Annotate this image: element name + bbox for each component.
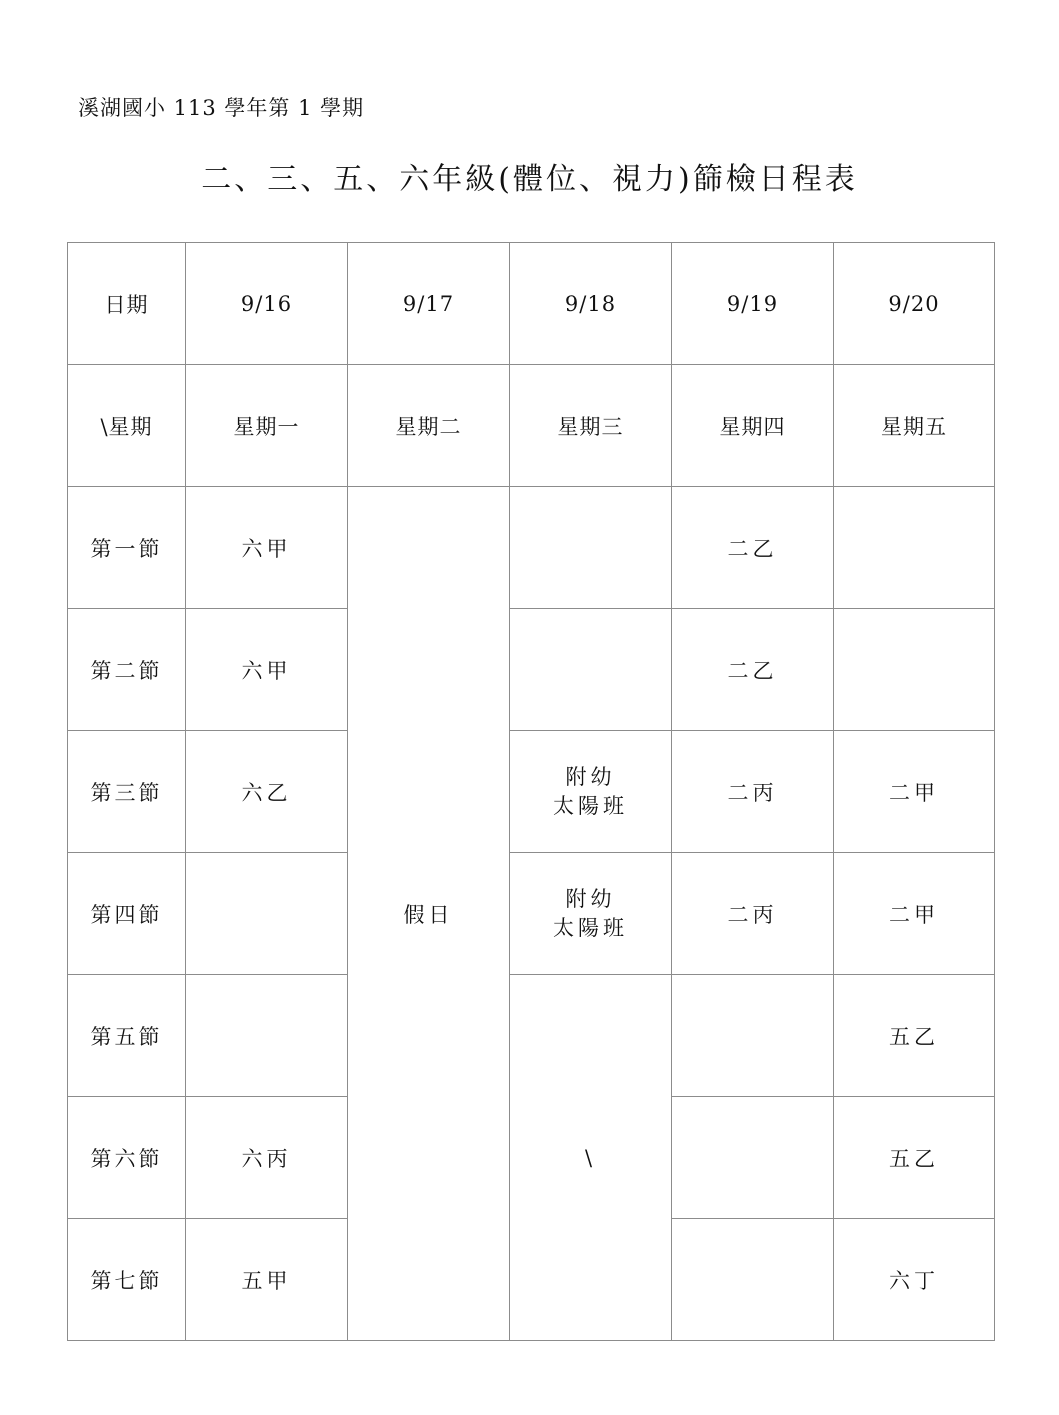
schedule-cell [834, 487, 995, 609]
period-label: 第六節 [68, 1097, 186, 1219]
schedule-cell: 二丙 [672, 731, 834, 853]
date-header: 9/16 [186, 243, 348, 365]
schedule-cell: 二乙 [672, 609, 834, 731]
schedule-cell: 六甲 [186, 609, 348, 731]
schedule-cell: 二甲 [834, 731, 995, 853]
schedule-cell [510, 731, 672, 853]
period-label: 第五節 [68, 975, 186, 1097]
weekday-header: 星期五 [834, 365, 995, 487]
schedule-cell: 六丁 [834, 1219, 995, 1341]
schedule-cell: 五甲 [186, 1219, 348, 1341]
cell-line: 太陽班 [553, 915, 628, 940]
schedule-cell: 二丙 [672, 853, 834, 975]
corner-date-label: 日期 [68, 243, 186, 365]
date-header: 9/19 [672, 243, 834, 365]
period-label: 第一節 [68, 487, 186, 609]
cell-line: 附幼 [565, 886, 616, 911]
schedule-cell: 二甲 [834, 853, 995, 975]
corner-weekday-label: \星期 [68, 365, 186, 487]
date-row [68, 243, 995, 365]
schedule-cell [510, 853, 672, 975]
period-row [68, 487, 995, 609]
schedule-cell-merged: \ [510, 975, 672, 1341]
date-header: 9/17 [348, 243, 510, 365]
schedule-cell [672, 1219, 834, 1341]
weekday-row [68, 365, 995, 487]
date-header: 9/20 [834, 243, 995, 365]
period-label: 第三節 [68, 731, 186, 853]
page-title: 二、三、五、六年級(體位、視力)篩檢日程表 [201, 162, 858, 197]
weekday-header: 星期一 [186, 365, 348, 487]
cell-line: 附幼 [565, 764, 616, 789]
weekday-header: 星期三 [510, 365, 672, 487]
schedule-cell: 六乙 [186, 731, 348, 853]
period-row [68, 731, 995, 853]
school-term: 溪湖國小 113 學年第 1 學期 [78, 96, 365, 120]
period-row [68, 975, 995, 1097]
period-row [68, 853, 995, 975]
weekday-header: 星期二 [348, 365, 510, 487]
schedule-cell [510, 487, 672, 609]
schedule-cell [672, 1097, 834, 1219]
schedule-cell: 六甲 [186, 487, 348, 609]
schedule-cell [186, 853, 348, 975]
period-label: 第七節 [68, 1219, 186, 1341]
schedule-cell [834, 609, 995, 731]
schedule-cell [510, 609, 672, 731]
period-label: 第四節 [68, 853, 186, 975]
schedule-cell: 六丙 [186, 1097, 348, 1219]
schedule-cell: 五乙 [834, 975, 995, 1097]
schedule-cell [672, 975, 834, 1097]
holiday-cell: 假日 [348, 487, 510, 1341]
cell-line: 太陽班 [553, 793, 628, 818]
schedule-cell: 二乙 [672, 487, 834, 609]
schedule-table [67, 242, 995, 1341]
schedule-cell: 五乙 [834, 1097, 995, 1219]
schedule-cell [186, 975, 348, 1097]
period-label: 第二節 [68, 609, 186, 731]
weekday-header: 星期四 [672, 365, 834, 487]
date-header: 9/18 [510, 243, 672, 365]
period-row [68, 609, 995, 731]
